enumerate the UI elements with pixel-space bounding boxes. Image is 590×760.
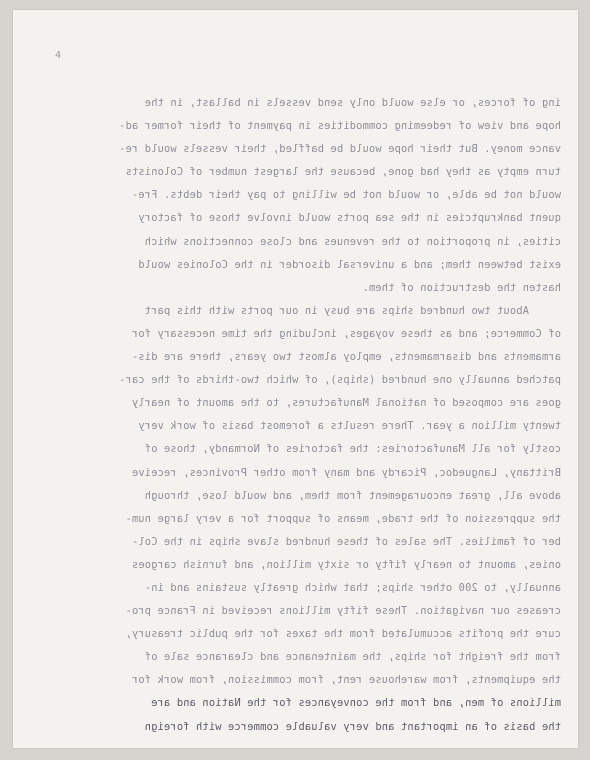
text-line: above all, great encouragement from them, and would lose, through [144,489,561,502]
text-line: costly for all Manufactories: the factories of Normandy, those of [144,443,561,456]
text-line: the equipments, from warehouse rent, from commission, from work for [131,674,561,687]
text-line: hasten the destruction of them. [362,281,561,294]
text-line: annually, to 200 other ships; that which greatly sustains and in- [144,581,561,594]
text-line: the basis of an important and very valuable commerce with foreign [144,720,561,733]
text-line: vance money. But their hope would be baffled, their vessels would re- [119,143,561,156]
bleed-through-text [81,92,561,739]
text-line: from the freight for ships, the maintenance and clearance sale of [144,651,561,664]
text-line: cure the profits accumulated from the taxes for the public treasury, [125,628,561,641]
text-line: would not be able, or would not be willing to pay their debts. Fre- [131,189,561,202]
text-line: onies, amount to nearly fifty or sixty million, and furnish cargoes [131,558,561,571]
text-line: ing of forces, or else would only send vessels in ballast, in the [144,97,561,109]
page-number: 4 [55,50,62,61]
text-line: goes are composed of national Manufactures, to the amount of nearly [131,397,561,410]
text-line: turn empty as they had gone, because the largest number of Colonists [125,166,561,179]
text-line: About two hundred ships are busy in our ports with this part [144,304,561,317]
document-page [13,10,578,748]
text-line: patched annually one hundred (ships), of which two-thirds of the car- [119,374,561,387]
text-line: ber of families. The sales of these hundred slave ships in the Col- [131,535,561,548]
text-line: Brittany, Languedoc, Picardy and many from other Provinces, receive [131,466,561,479]
text-line: twenty million a year. There results a foremost basis of work very [138,420,561,433]
text-line: quent bankruptcies in the sea ports would involve those of factory [138,212,561,225]
text-line: armaments and disarmaments, employ almost two years, there are dis- [131,351,561,364]
text-line: cities, in proportion to the revenues and close connections which [144,235,561,248]
text-line: creases our navigation. These fifty millions received in France pro- [125,605,561,618]
text-line: millions of men, and from the conveyances for the Nation and are [151,697,561,710]
text-line: exist between them; and a universal disorder in the Colonies would [138,258,561,271]
text-line: the suppression of the trade, means of support for a very large num- [125,512,561,525]
text-line: of Commerce; and as these voyages, including the time necessary for [131,327,561,340]
text-line: hope and view of redeeming commodities in payment of their former ad- [119,120,561,133]
